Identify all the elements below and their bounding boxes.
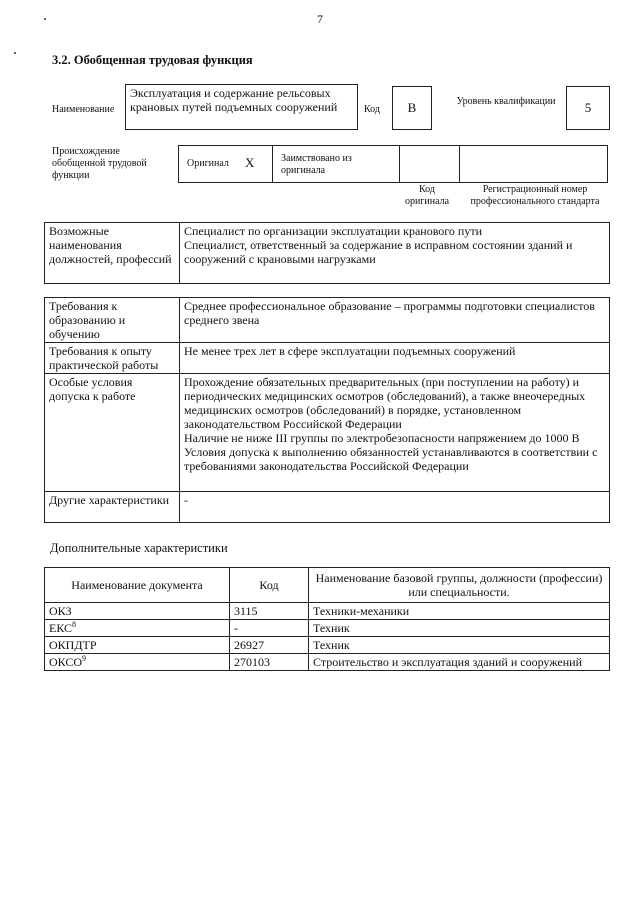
req-value: - — [180, 492, 610, 523]
name-cell: Техник — [309, 637, 610, 654]
code-value: B — [407, 100, 417, 115]
doc-cell: ОКПДТР — [45, 637, 230, 654]
original-mark: X — [245, 155, 255, 170]
table-row — [45, 620, 610, 637]
positions-cell — [180, 223, 610, 284]
req-label: Требования к образованию и обучению — [45, 298, 180, 343]
section-title: 3.2. Обобщенная трудовая функция — [52, 53, 253, 67]
req-value: Не менее трех лет в сфере эксплуатации подъемных сооружений — [180, 343, 610, 374]
code-cell: 26927 — [230, 637, 309, 654]
code-label: Код — [364, 104, 380, 115]
req-line: Наличие не ниже III группы по электробезопасности напряжением до 1000 В — [184, 431, 580, 445]
req-line: Прохождение обязательных предварительных (при поступлении на работу) и периодических медицинских осмотров (обследований), а также внеочередных медицинских осмотров (обследований) в порядке, установленном законодательством Российской Федерации — [184, 375, 586, 431]
name-label: Наименование — [52, 104, 115, 115]
footnote-ref: 8 — [72, 620, 77, 629]
scan-dot — [14, 52, 16, 54]
name-cell: Техник — [309, 620, 610, 637]
table-row — [45, 298, 610, 343]
scan-dot — [44, 18, 46, 20]
table-row — [45, 343, 610, 374]
code-caption: Код оригинала — [404, 184, 450, 207]
code-cell: 3115 — [230, 603, 309, 620]
doc-cell: ОКСО$^9$ — [45, 654, 230, 671]
level-label: Уровень квалификации — [456, 96, 556, 107]
origin-row — [178, 145, 608, 183]
name-value: Эксплуатация и содержание рельсовых крановых путей подъемных сооружений — [130, 86, 338, 114]
name-value-box — [125, 84, 358, 130]
positions-label: Возможные наименования должностей, профессий — [45, 223, 180, 284]
doc-cell: ОКЗ — [45, 603, 230, 620]
level-value-box — [566, 86, 610, 130]
position-item: Специалист по организации эксплуатации кранового пути — [184, 224, 482, 238]
col-header: Наименование базовой группы, должности (профессии) или специальности. — [309, 568, 610, 603]
table-header-row — [45, 568, 610, 603]
additional-table — [44, 567, 610, 671]
req-value: Среднее профессиональное образование – программы подготовки специалистов среднего звена — [180, 298, 610, 343]
code-cell: 270103 — [230, 654, 309, 671]
origin-label: Происхождение обобщенной трудовой функции — [52, 146, 147, 181]
code-cell: - — [230, 620, 309, 637]
code-value-box — [392, 86, 432, 130]
req-value-multi — [180, 374, 610, 492]
positions-table — [44, 222, 610, 284]
table-row — [45, 223, 610, 284]
table-row — [45, 492, 610, 523]
col-header: Код — [230, 568, 309, 603]
footnote-ref: 9 — [82, 654, 87, 663]
borrowed-label: Заимствовано из оригинала — [281, 153, 352, 176]
table-row — [45, 603, 610, 620]
table-row — [45, 654, 610, 671]
req-line: Условия допуска к выполнению обязанностей устанавливаются в соответствии с требованиями законодательства Российской Федерации — [184, 445, 598, 473]
req-label: Особые условия допуска к работе — [45, 374, 180, 492]
doc-cell: ЕКС$^8$ — [45, 620, 230, 637]
position-item: Специалист, ответственный за содержание в исправном состоянии зданий и сооружений с крановыми нагрузками — [184, 238, 573, 266]
name-cell: Техники-механики — [309, 603, 610, 620]
page-number: 7 — [317, 12, 323, 26]
original-label: Оригинал — [187, 158, 229, 169]
reg-caption: Регистрационный номер профессионального стандарта — [470, 184, 600, 207]
additional-title: Дополнительные характеристики — [50, 541, 228, 555]
name-cell: Строительство и эксплуатация зданий и сооружений — [309, 654, 610, 671]
req-label: Требования к опыту практической работы — [45, 343, 180, 374]
col-header: Наименование документа — [45, 568, 230, 603]
table-row — [45, 374, 610, 492]
table-row — [45, 637, 610, 654]
req-label: Другие характеристики — [45, 492, 180, 523]
requirements-table — [44, 297, 610, 523]
level-value: 5 — [584, 100, 592, 115]
